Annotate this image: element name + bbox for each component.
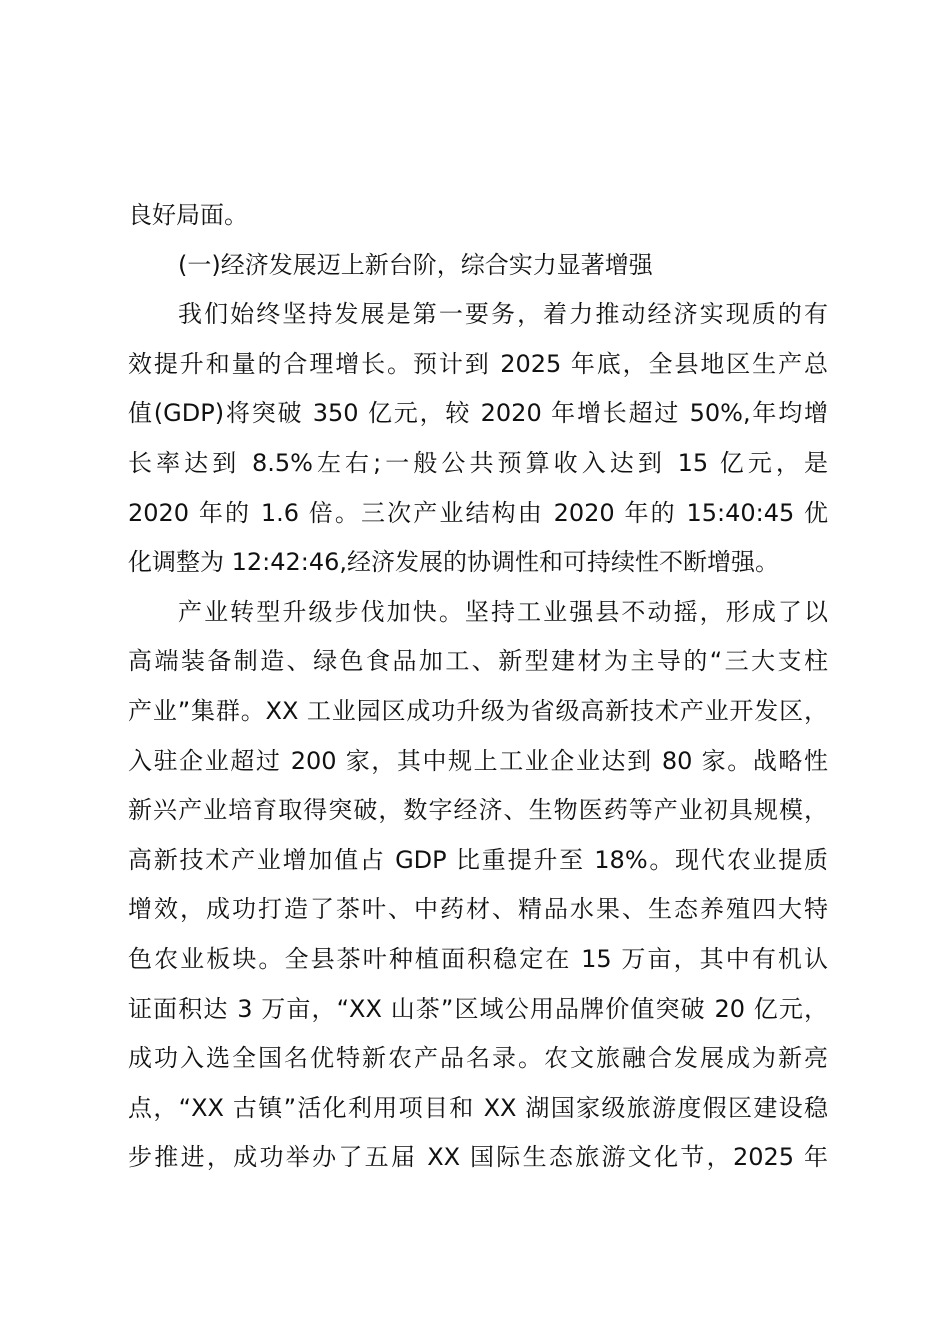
text-line: 长率达到 8.5%左右;一般公共预算收入达到 15 亿元，是 (128, 448, 828, 477)
document-body (128, 191, 828, 1183)
text-line: 高端装备制造、绿色食品加工、新型建材为主导的“三大支柱 (128, 647, 828, 676)
text-line: 产业”集群。XX 工业园区成功升级为省级高新技术产业开发区， (128, 696, 828, 725)
text-line: 步推进，成功举办了五届 XX 国际生态旅游文化节，2025 年 (128, 1143, 828, 1172)
text-line: 入驻企业超过 200 家，其中规上工业企业达到 80 家。战略性 (128, 746, 828, 775)
text-line: 效提升和量的合理增长。预计到 2025 年底，全县地区生产总 (128, 349, 828, 378)
text-line: 高新技术产业增加值占 GDP 比重提升至 18%。现代农业提质 (128, 845, 828, 874)
text-line: 我们始终坚持发展是第一要务，着力推动经济实现质的有 (178, 300, 828, 329)
text-line: 证面积达 3 万亩，“XX 山茶”区域公用品牌价值突破 20 亿元， (128, 994, 828, 1023)
text-line: 2020 年的 1.6 倍。三次产业结构由 2020 年的 15:40:45 优 (128, 498, 828, 527)
text-line: 增效，成功打造了茶叶、中药材、精品水果、生态养殖四大特 (128, 895, 828, 924)
text-line: 良好局面。 (128, 201, 248, 229)
text-line: 新兴产业培育取得突破，数字经济、生物医药等产业初具规模， (128, 796, 828, 825)
text-line: 成功入选全国名优特新农产品名录。农文旅融合发展成为新亮 (128, 1044, 828, 1073)
text-line: 值(GDP)将突破 350 亿元，较 2020 年增长超过 50%,年均增 (128, 399, 828, 428)
text-line: 色农业板块。全县茶叶种植面积稳定在 15 万亩，其中有机认 (128, 944, 828, 973)
text-line: 点，“XX 古镇”活化利用项目和 XX 湖国家级旅游度假区建设稳 (128, 1093, 828, 1122)
section-heading: (一)经济发展迈上新台阶，综合实力显著增强 (178, 250, 653, 279)
text-line: 产业转型升级步伐加快。坚持工业强县不动摇，形成了以 (178, 597, 828, 626)
text-line: 化调整为 12:42:46,经济发展的协调性和可持续性不断增强。 (128, 548, 780, 577)
